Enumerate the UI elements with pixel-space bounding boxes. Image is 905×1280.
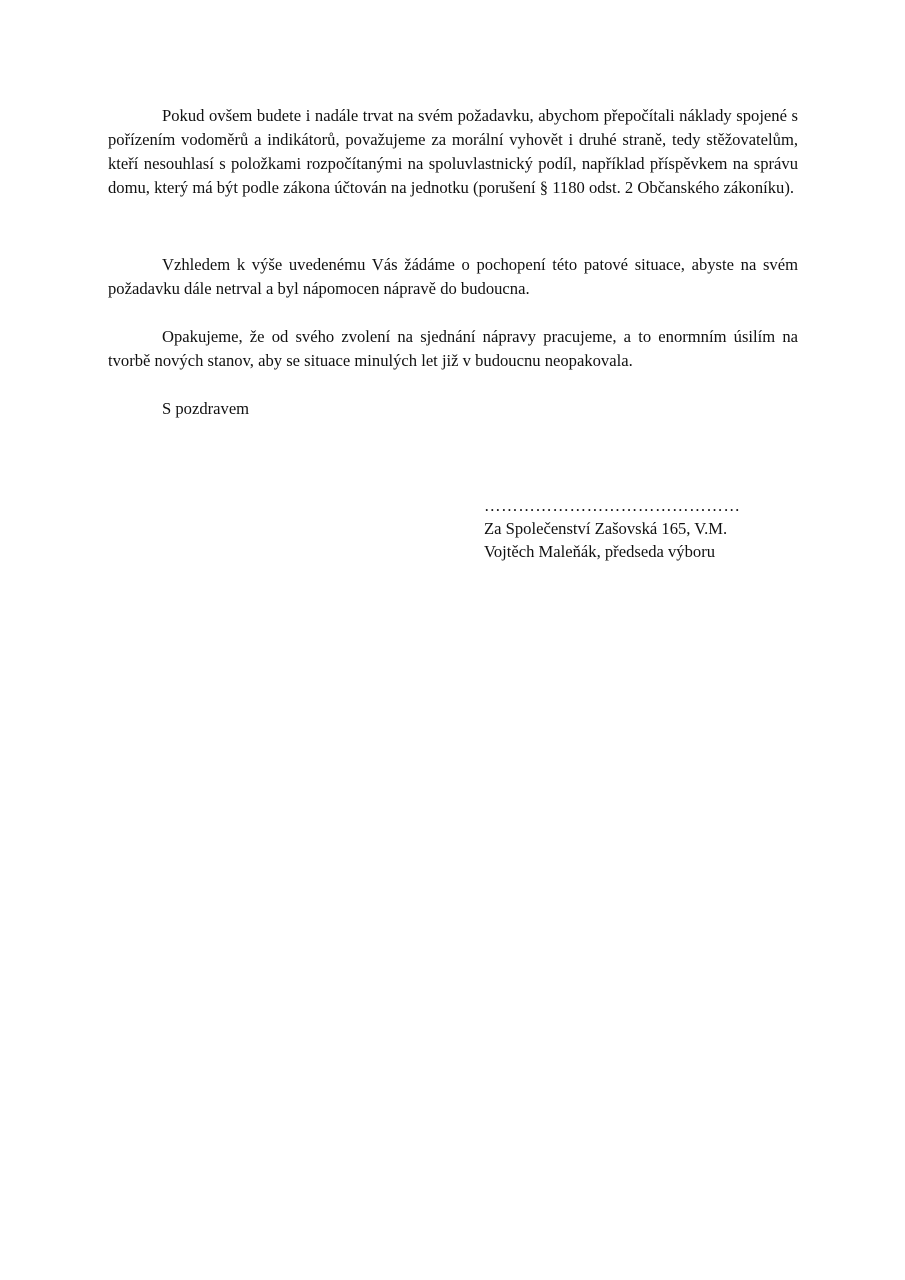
signature-name-title: Vojtěch Maleňák, předseda výboru [484, 542, 716, 561]
signature-organization: Za Společenství Zašovská 165, V.M. [484, 519, 728, 538]
signature-line: ……………………………………… [484, 496, 741, 515]
signature-block [484, 494, 784, 563]
paragraph-assurance: Opakujeme, že od svého zvolení na sjednání nápravy pracujeme, a to enormním úsilím na tvorbě nových stanov, aby se situace minulých let již v budoucnu neopakovala. [108, 327, 798, 370]
closing-salutation: S pozdravem [162, 399, 250, 418]
paragraph-request: Pokud ovšem budete i nadále trvat na svém požadavku, abychom přepočítali náklady spojené s pořízením vodoměrů a indikátorů, považujeme za morální vyhovět i druhé straně, tedy stěžovatelům, kteří nesouhlasí s položkami rozpočítanými na spoluvlastnický podíl, například příspěvkem na správu domu, který má být podle zákona účtován na jednotku (porušení § 1180 odst. 2 Občanského zákoníku). [108, 106, 798, 197]
paragraph-appeal: Vzhledem k výše uvedenému Vás žádáme o pochopení této patové situace, abyste na svém požadavku dále netrval a byl nápomocen nápravě do budoucna. [108, 255, 798, 298]
